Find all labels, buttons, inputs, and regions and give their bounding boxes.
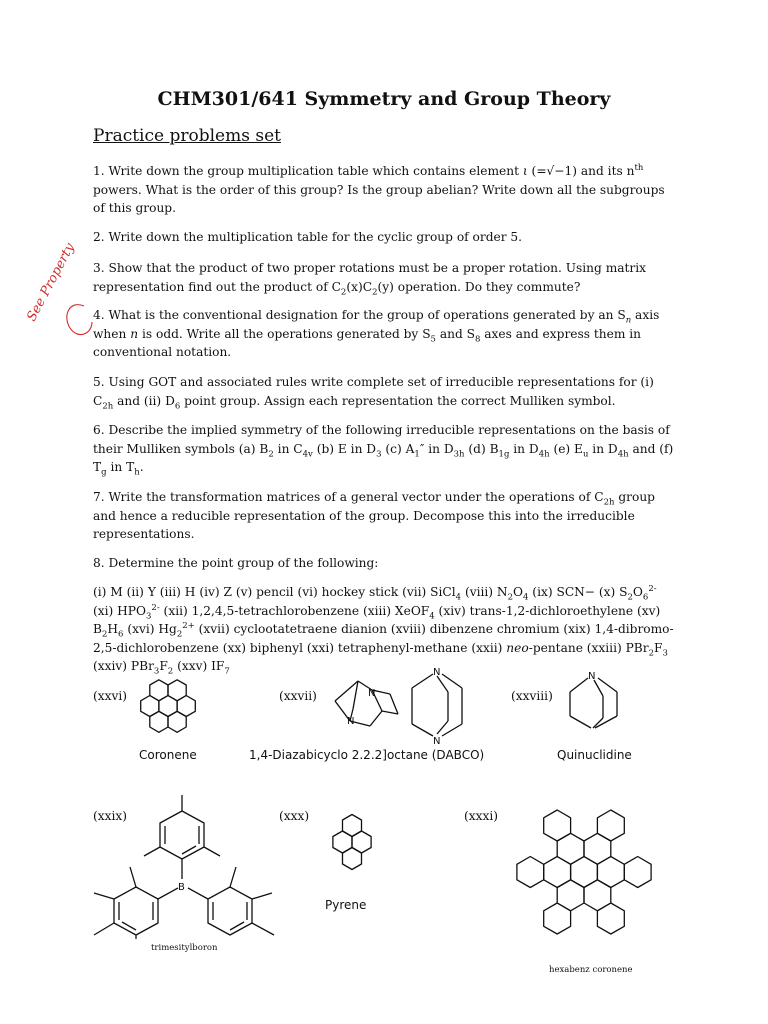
problem-8: 8. Determine the point group of the following:: [93, 556, 379, 570]
coronene-ring-6: [150, 711, 168, 732]
handwritten-circle: [67, 305, 92, 335]
label-xxvii: (xxvii): [279, 689, 317, 703]
coronene-ring-5: [168, 711, 186, 732]
caption-hexabenzocoronene: hexabenz coronene: [549, 965, 633, 975]
label-xxix: (xxix): [93, 809, 128, 823]
caption-coronene: Coronene: [139, 748, 197, 762]
page-subtitle: Practice problems set: [93, 126, 281, 146]
quinuclidine-structure: [565, 666, 635, 736]
problem-3: 3. Show that the product of two proper rotations must be a proper rotation. Using matrix representation find out the product of $C_2(x)C_2(y)$ operation. Do they commute?: [93, 261, 647, 297]
hbc-ring-8: [544, 810, 571, 841]
label-xxx: (xxx): [279, 809, 310, 823]
hbc-ring-12: [544, 903, 571, 934]
caption-quinuclidine: Quinuclidine: [557, 748, 632, 762]
coronene-ring-3: [168, 680, 186, 701]
boron-atom: B: [178, 882, 185, 893]
trimesitylboron-structure: [80, 793, 300, 948]
handwritten-note: See Property: [24, 240, 78, 324]
hbc-ring-9: [624, 857, 651, 888]
dabco-n-upper: N: [433, 667, 441, 678]
problem-7: 7. Write the transformation matrices of a general vector under the operations of $C_{2h}$ group and hence a reducible representation of the group. Decompose this into the irreducible representations.: [93, 490, 655, 541]
hbc-ring-11: [597, 903, 624, 934]
hexabenzocoronene-rings: [517, 810, 651, 934]
problem-5: 5. Using GOT and associated rules write complete set of irreducible representations for (i) $C_{2h}$ and (ii) $D_6$ point group. Assign each representation the correct Mulliken symbol.: [93, 375, 654, 411]
pyrene-structure: [310, 808, 400, 878]
hbc-ring-5: [584, 880, 611, 911]
pyrene-ring-3: [343, 848, 362, 870]
coronene-structure: [130, 668, 210, 748]
label-xxxi: (xxxi): [464, 809, 499, 823]
problem-6: 6. Describe the implied symmetry of the following irreducible representations on the basis of their Mulliken symbols (a) $B_2$ in $C_{4v}$ (b) E in $D_3$ (c) $A_1''$ in $D_{3h}$ (d) $B_{1g}$ in $D_{4h}$ (e) $E_u$ in $D_{4h}$ and (f) $T_g$ in $T_h$.: [93, 423, 674, 478]
hexabenzocoronene-structure: [478, 778, 693, 968]
problem-2: 2. Write down the multiplication table for the cyclic group of order 5.: [93, 230, 523, 244]
caption-pyrene: Pyrene: [325, 898, 367, 912]
label-xxviii: (xxviii): [511, 689, 553, 703]
dabco-n-lower: N: [433, 736, 441, 747]
problem-8-list: (i) M (ii) Y (iii) H (iv) Z (v) pencil (vi) hockey stick (vii) SiCl$_4$ (viii) $N_2O_4$ (ix) SCN− (x) $S_2O_6^{2-}$ (xi) $HPO_3^{2-}$ (xii) 1,2,4,5-tetrachlorobenzene (xiii) XeOF$_4$ (xiv) trans-1,2-dichloroethylene (xv) $B_2H_6$ (xvi) $Hg_2^{2+}$ (xvii) cyclootatetraene dianion (xviii) dibenzene chromium (xix) 1,4-dibromo-2,5-dichlorobenzene (xx) biphenyl (xxi) tetraphenyl-methane (xxii) neo-pentane (xxiii) $PBr_2F_3$ (xxiv) $PBr_3F_2$ (xxv) $IF_7$: [93, 583, 674, 677]
caption-trimesitylboron: trimesitylboron: [151, 943, 218, 953]
pyrene-ring-2: [343, 815, 362, 837]
dabco-structure: [320, 664, 470, 747]
dabco-n-top: N: [368, 688, 376, 699]
coronene-ring-4: [150, 680, 168, 701]
coronene-rings: [141, 680, 196, 733]
dabco-n-bottom: N: [347, 716, 355, 727]
pyrene-rings: [333, 815, 371, 870]
hbc-ring-6: [557, 880, 584, 911]
quinuclidine-n: N: [588, 671, 596, 682]
label-xxvi: (xxvi): [93, 689, 128, 703]
problem-4: 4. What is the conventional designation for the group of operations generated by an $S_n$ axis when n is odd. Write all the operations generated by $S_5$ and $S_8$ axes and express them in conventional notation.: [93, 308, 660, 359]
hbc-ring-10: [517, 857, 544, 888]
page-title: CHM301/641 Symmetry and Group Theory: [157, 88, 611, 110]
caption-dabco: 1,4-Diazabicyclo 2.2.2]octane (DABCO): [249, 748, 485, 762]
handwritten-annotation: [10, 232, 95, 342]
problem-1: 1. Write down the group multiplication table which contains element ι (=√−1) and its $n^{th}$ powers. What is the order of this group? Is the group abelian? Write down all the subgroups of this group.: [93, 162, 665, 215]
hbc-ring-7: [597, 810, 624, 841]
